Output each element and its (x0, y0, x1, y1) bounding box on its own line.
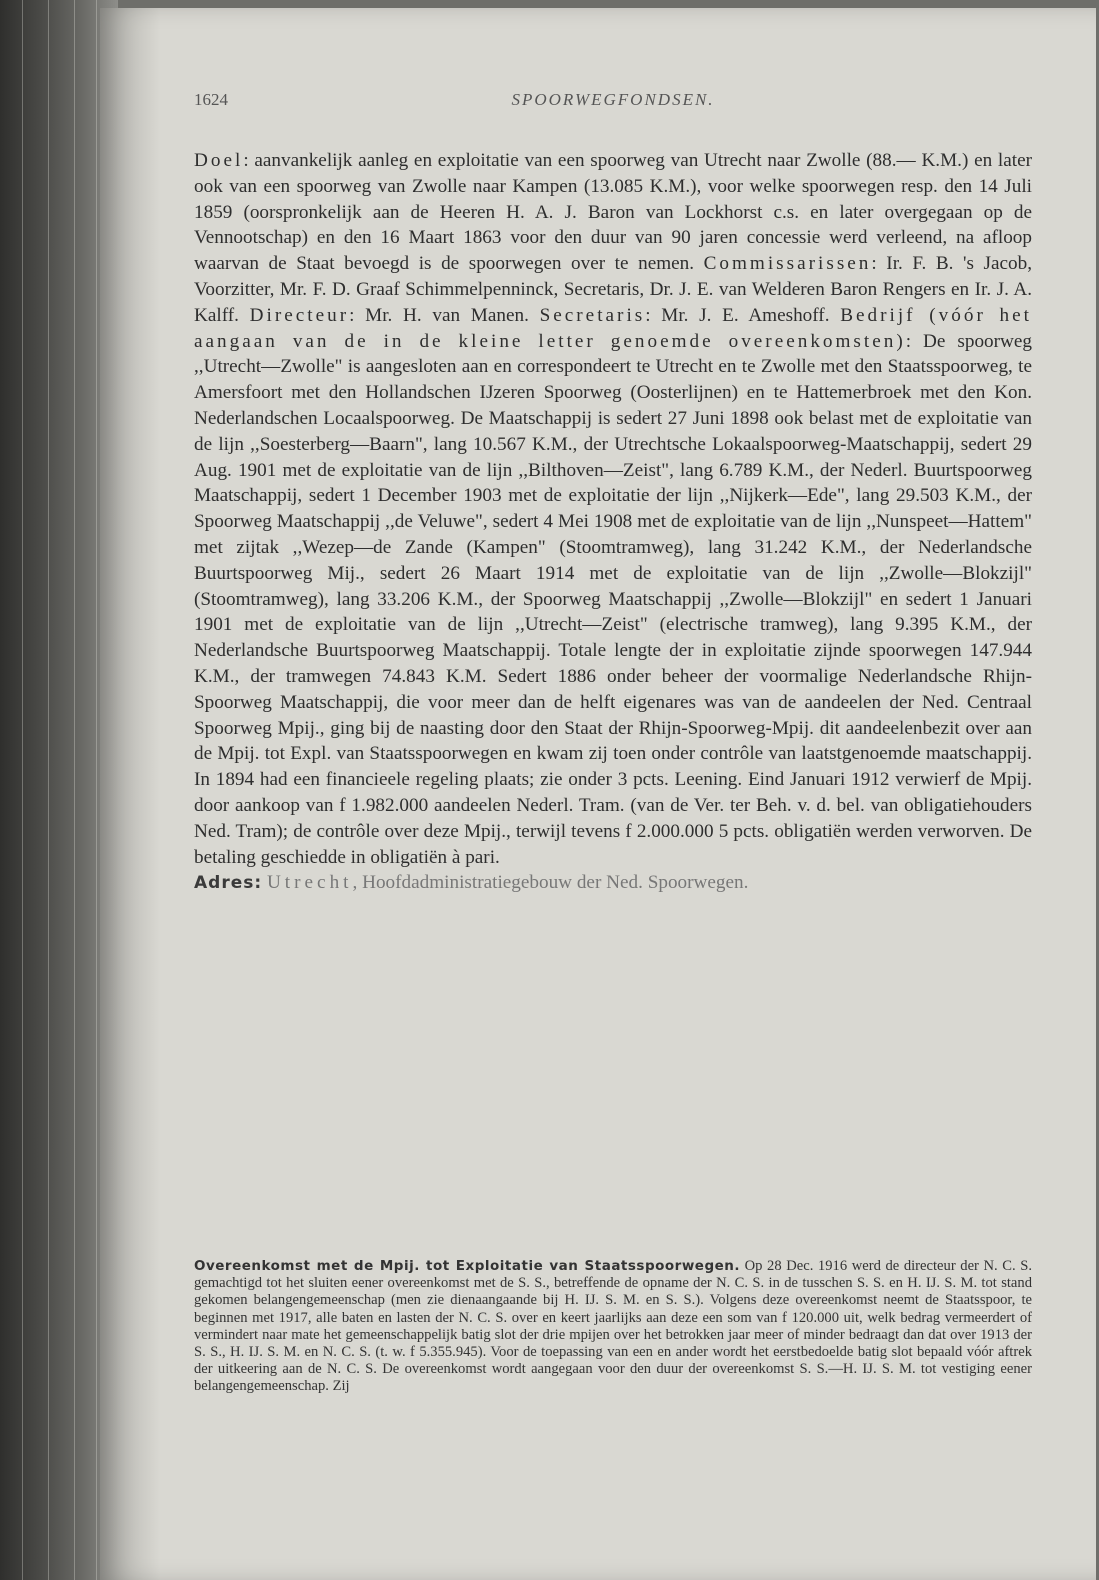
address-city: Utrecht (266, 872, 353, 894)
entry-body (194, 148, 1032, 897)
page-edge-line (22, 0, 23, 1580)
directeur-text: : Mr. H. van Manen. (349, 304, 540, 326)
bedrijf-text: : De spoorweg ,,Utrecht—Zwolle" is aangesloten aan en correspondeert te Utrecht en te Zwolle met den Staatsspoorweg, te Amersfoort met den Hollandschen IJzeren Spoorweg (Oosterlijnen) en te Hattemerbroek met den Kon. Nederlandschen Locaalspoorweg. De Maatschappij is sedert 27 Juni 1898 ook belast met de exploitatie van de lijn ,,Soesterberg—Baarn", lang 10.567 K.M., der Utrechtsche Lokaalspoorweg-Maatschappij, sedert 29 Aug. 1901 met de exploitatie van de lijn ,,Bilthoven—Zeist", lang 6.789 K.M., der Nederl. Buurtspoorweg Maatschappij, sedert 1 December 1903 met de exploitatie der lijn ,,Nijkerk—Ede", lang 29.503 K.M., der Spoorweg Maatschappij ,,de Veluwe", sedert 4 Mei 1908 met de exploitatie van de lijn ,,Nunspeet—Hattem" met zijtak ,,Wezep—de Zande (Kampen" (Stoomtramweg), lang 31.242 K.M., der Nederlandsche Buurtspoorweg Mij., sedert 26 Maart 1914 met de exploitatie van de lijn ,,Zwolle—Blokzijl" (Stoomtramweg), lang 33.206 K.M., der Spoorweg Maatschappij ,,Zwolle—Blokzijl" en sedert 1 Januari 1901 met de exploitatie van de lijn ,,Utrecht—Zeist" (electrische tramweg), lang 9.395 K.M., der Nederlandsche Buurtspoorweg Maatschappij. Totale lengte der in exploitatie zijnde spoorwegen 147.944 K.M., der tramwegen 74.843 K.M. Sedert 1886 onder beheer der voormalige Nederlandsche Rhijn-Spoorweg Maatschappij, die voor meer dan de helft eigenares was van de aandeelen der Ned. Centraal Spoorweg Mpij., ging bij de naasting door den Staat der Rhijn-Spoorweg-Mpij. dit aandeelenbezit over aan de Mpij. tot Expl. van Staatsspoorwegen en kwam zij toen onder contrôle van laatstgenoemde maatschappij. In 1894 had een financieele regeling plaats; zie onder 3 pcts. Leening. Eind Januari 1912 verwierf de Mpij. door aankoop van f 1.982.000 aandeelen Nederl. Tram. (van de Ver. ter Beh. v. d. bel. van obligatiehouders Ned. Tram); de contrôle over deze Mpij., terwijl tevens f 2.000.000 5 pcts. obligatiën werden verworven. De betaling geschiedde in obligatiën à pari. (194, 330, 1032, 868)
bedrijf-label: Bedrijf (vóór het aangaan van de in de kleine letter genoemde overeenkomsten) (194, 304, 1032, 352)
commissarissen-label: Commissarissen (703, 253, 872, 275)
footnote-block (194, 1258, 1032, 1396)
footnote-heading: Overeenkomst met de Mpij. tot Exploitatie van Staatsspoorwegen. (194, 1258, 741, 1274)
address-label: Adres: (194, 873, 263, 894)
running-head (194, 90, 1032, 114)
running-title: SPOORWEGFONDSEN. (511, 90, 715, 109)
page-edge-line (96, 0, 97, 1580)
gutter-shadow (100, 8, 160, 1580)
page-edge-line (48, 0, 49, 1580)
commissarissen-text: : Ir. F. B. 's Jacob, Voorzitter, Mr. F. D. Graaf Schimmelpenninck, Secretaris, Dr. J. E. van Welderen Baron Rengers en Ir. J. A. Kalff. (194, 253, 1033, 326)
doel-text: : aanvankelijk aanleg en exploitatie van een spoorweg van Utrecht naar Zwolle (88.— K.M.) en later ook van een spoorweg van Zwolle naar Kampen (13.085 K.M.), voor welke spoorwegen resp. den 14 Juli 1859 (oorspronkelijk aan de Heeren H. A. J. Baron van Lockhorst c.s. en later overgegaan op de Vennootschap) en den 16 Maart 1863 voor den duur van 90 jaren concessie werd verleend, na afloop waarvan de Staat bevoegd is de spoorwegen over te nemen. (194, 150, 1032, 275)
address-text: , Hoofdadministratiegebouw der Ned. Spoorwegen. (352, 872, 749, 894)
footnote-text: Op 28 Dec. 1916 werd de directeur der N. C. S. gemachtigd tot het sluiten eener overeenkomst met de S. S., betreffende de opname der N. C. S. in de tusschen S. S. en H. IJ. S. M. tot stand gekomen belangengemeenschap (men zie dienaangaande bij H. IJ. S. M. en S. S.). Volgens deze overeenkomst neemt de Staatsspoor, te beginnen met 1917, alle baten en lasten der N. C. S. over en keert jaarlijks aan deze een som van f 120.000 uit, welk bedrag vermeerdert of vermindert naar mate het gemeenschappelijk batig slot der drie mpijen over het betrokken jaar meer of minder bedraagt dan dat over 1913 der S. S., H. IJ. S. M. en N. C. S. (t. w. f 5.355.945). Voor de toepassing van een en ander wordt het eerstbedoelde batig slot bepaald vóór aftrek der uitkeering aan de N. C. S. De overeenkomst wordt aangegaan voor den duur der overeenkomst S. S.—H. IJ. S. M. tot vestiging eener belangengemeenschap. Zij (194, 1258, 1033, 1395)
doel-label: Doel (194, 150, 244, 171)
footnote-paragraph (194, 1258, 1032, 1396)
secretaris-text: : Mr. J. E. Ameshoff. (645, 304, 830, 326)
secretaris-label: Secretaris (539, 304, 646, 326)
entry-paragraph (194, 148, 1032, 870)
book-page (100, 8, 1096, 1580)
address-line (194, 870, 1032, 897)
directeur-label: Directeur (249, 304, 350, 326)
page-edge-line (74, 0, 75, 1580)
page-number: 1624 (194, 90, 228, 109)
